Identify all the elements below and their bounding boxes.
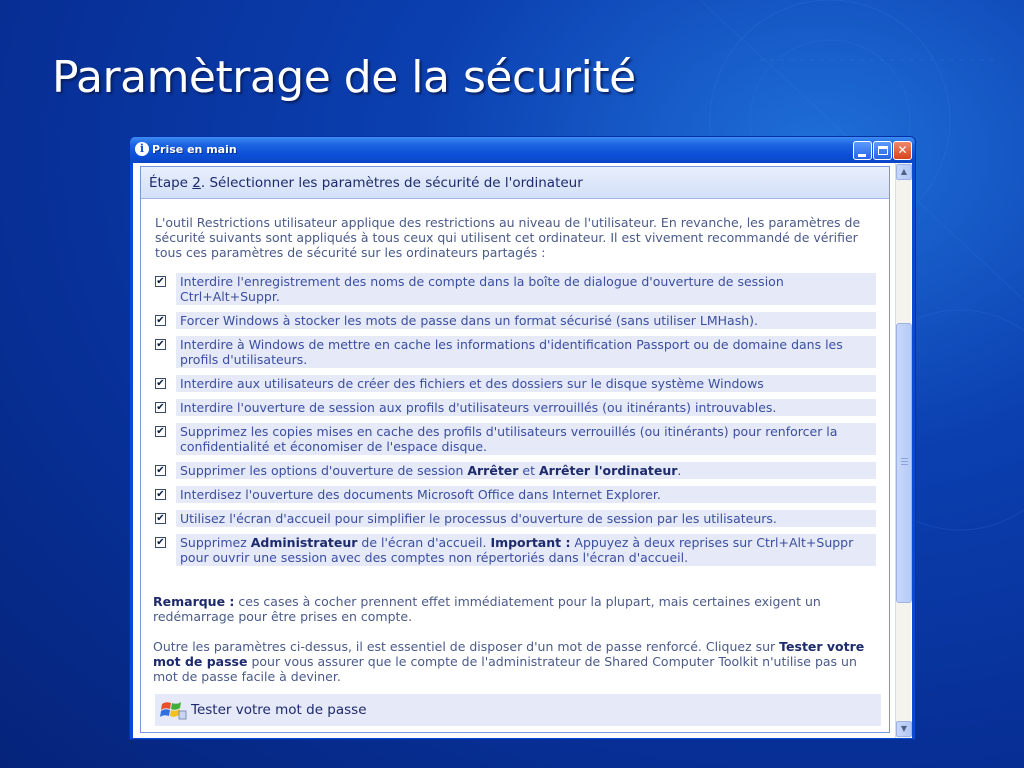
checkbox[interactable]: ✔ xyxy=(156,315,165,326)
check-item xyxy=(155,273,880,305)
check-item xyxy=(155,375,880,392)
password-note-text: pour vous assurer que le compte de l'administrateur de Shared Computer Toolkit n'utilise pas un mot de passe facile à deviner. xyxy=(153,654,857,684)
password-note xyxy=(153,639,883,684)
checkbox[interactable]: ✔ xyxy=(156,378,165,389)
check-label: Utilisez l'écran d'accueil pour simplifier le processus d'ouverture de session par les utilisateurs. xyxy=(176,510,876,527)
step-prefix: Étape xyxy=(149,175,193,191)
check-item xyxy=(155,486,880,503)
vertical-scrollbar[interactable] xyxy=(895,163,911,738)
security-checklist xyxy=(155,273,880,573)
check-bold: Important : xyxy=(490,535,571,550)
test-password-link[interactable]: Tester votre mot de passe xyxy=(191,702,367,718)
scroll-up-button[interactable]: ▲ xyxy=(896,164,912,180)
password-note-text: Outre les paramètres ci-dessus, il est essentiel de disposer d'un mot de passe renforcé. Cliquez sur xyxy=(153,639,780,654)
check-text: Appuyez à deux reprises sur Ctrl+Alt+Suppr pour ouvrir une session avec des comptes non répertoriés dans l'écran d'accueil. xyxy=(180,535,854,565)
windows-flag-icon xyxy=(159,699,187,721)
slide-title: Paramètrage de la sécurité xyxy=(52,52,636,103)
test-password-action[interactable] xyxy=(155,694,881,726)
password-note-link: Tester votre mot de passe xyxy=(153,639,865,669)
check-text: . xyxy=(677,463,682,478)
checkbox[interactable]: ✔ xyxy=(156,402,165,413)
check-bold: Arrêter xyxy=(467,463,519,478)
check-item xyxy=(155,510,880,527)
check-item xyxy=(155,312,880,329)
check-label: Forcer Windows à stocker les mots de passe dans un format sécurisé (sans utiliser LMHash). xyxy=(176,312,876,329)
scroll-down-button[interactable]: ▼ xyxy=(896,721,912,737)
scroll-thumb[interactable] xyxy=(896,323,912,603)
check-item xyxy=(155,423,880,455)
maximize-icon xyxy=(878,146,888,155)
check-text: Supprimez xyxy=(180,535,251,550)
check-item xyxy=(155,399,880,416)
checkbox[interactable]: ✔ xyxy=(156,276,165,287)
check-item xyxy=(155,534,880,566)
check-text: de l'écran d'accueil. xyxy=(357,535,491,550)
check-bold: Arrêter l'ordinateur xyxy=(539,463,678,478)
checkbox[interactable]: ✔ xyxy=(156,513,165,524)
close-icon: ✕ xyxy=(897,143,908,157)
wizard-content xyxy=(140,166,890,733)
grip-line xyxy=(901,458,908,459)
maximize-button[interactable] xyxy=(873,141,892,160)
step-title: . Sélectionner les paramètres de sécurité de l'ordinateur xyxy=(200,175,583,191)
check-label: Interdire aux utilisateurs de créer des fichiers et des dossiers sur le disque système Windows xyxy=(176,375,876,392)
remark-note xyxy=(153,594,883,624)
grip-line xyxy=(901,461,908,462)
check-label: Interdire à Windows de mettre en cache les informations d'identification Passport ou de domaine dans les profils d'utilisateurs. xyxy=(176,336,876,368)
check-item xyxy=(155,336,880,368)
check-text: Supprimer les options d'ouverture de session xyxy=(180,463,468,478)
step-header xyxy=(141,167,889,199)
window-titlebar[interactable] xyxy=(130,137,915,163)
checkbox[interactable]: ✔ xyxy=(156,489,165,500)
window-client-area xyxy=(133,163,912,738)
remark-label: Remarque : xyxy=(153,594,235,609)
check-label: Interdisez l'ouverture des documents Microsoft Office dans Internet Explorer. xyxy=(176,486,876,503)
checkbox[interactable]: ✔ xyxy=(156,426,165,437)
check-item xyxy=(155,462,880,479)
grip-line xyxy=(901,464,908,465)
minimize-button[interactable] xyxy=(853,141,872,160)
check-text: et xyxy=(518,463,539,478)
intro-text: L'outil Restrictions utilisateur applique des restrictions au niveau de l'utilisateur. En revanche, les paramètres de sécurité suivants sont appliqués à tous ceux qui utilisent cet ordinateur. Il est vivement recommandé de vérifier tous ces paramètres de sécurité sur les ordinateurs partagés : xyxy=(155,215,861,260)
check-label: Interdire l'enregistrement des noms de compte dans la boîte de dialogue d'ouverture de session Ctrl+Alt+Suppr. xyxy=(176,273,876,305)
prise-en-main-window xyxy=(129,136,916,740)
check-label xyxy=(176,534,876,566)
checkbox[interactable]: ✔ xyxy=(156,339,165,350)
window-title: Prise en main xyxy=(152,143,237,156)
info-icon: i xyxy=(135,142,149,156)
checkbox[interactable]: ✔ xyxy=(156,537,165,548)
minimize-icon xyxy=(858,154,866,157)
check-label: Supprimez les copies mises en cache des profils d'utilisateurs verrouillés (ou itinérants) pour renforcer la confidentialité et économiser de l'espace disque. xyxy=(176,423,876,455)
step-number: 2 xyxy=(192,175,201,191)
close-button[interactable] xyxy=(893,141,912,160)
check-label: Interdire l'ouverture de session aux profils d'utilisateurs verrouillés (ou itinérants) introuvables. xyxy=(176,399,876,416)
remark-text: ces cases à cocher prennent effet immédiatement pour la plupart, mais certaines exigent un redémarrage pour être prises en compte. xyxy=(153,594,821,624)
check-bold: Administrateur xyxy=(250,535,358,550)
checkbox[interactable]: ✔ xyxy=(156,465,165,476)
check-label xyxy=(176,462,876,479)
